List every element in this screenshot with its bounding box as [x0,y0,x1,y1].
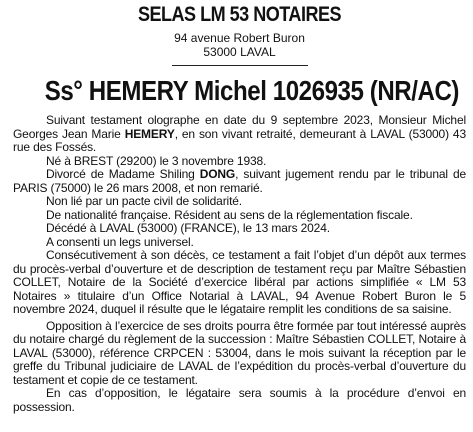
paragraph-birth: Né à BREST (29200) le 3 novembre 1938. [46,153,267,168]
divider [172,65,308,66]
text: , suivant jugement rendu par le tribunal de PARIS (75000) le 26 mars 2008, et non remarié. [13,167,466,195]
firm-address [13,31,466,59]
paragraph-opposition: Opposition à l’exercice de ses droits pourra être formée par tout intéressé auprès du notaire chargé du règlement de la succession : Maître Sébastien COLLET, Notaire à LAVAL (53000), référence CRPCEN : 53004, dans le mois suivant la réception par le greffe du Tribunal judiciaire de LAVAL de l’expédition du procès-verbal d’ouverture du testament et copie de ce testament. [13,318,466,387]
paragraph-testament [13,114,466,155]
paragraph-possession: En cas d’opposition, le légataire sera soumis à la procédure d’envoi en possession. [13,386,466,414]
notice-body [13,114,466,414]
legal-notice [0,3,473,432]
text: , en son vivant retraité, demeurant à LAVAL (53000) 43 rue des Fossés. [13,126,466,154]
notice-title: Ss° HEMERY Michel 1026935 (NR/AC) [44,75,460,106]
paragraph-deposit: Consécutivement à son décès, ce testament a fait l’objet d’un dépôt aux termes du procès-verbal d’ouverture et de description de testament reçu par Maître Sébastien COLLET, Notaire de la Société d’exercice libéral par actions simplifiée « LM 53 Notaires » titulaire d’un Office Notarial à LAVAL, 94 Avenue Robert Buron le 5 novembre 2024, duquel il résulte que le légataire remplit les conditions de sa saisine. [13,248,466,316]
text: Suivant testament olographe en date du 9 septembre 2023, Monsieur Michel Georges Jean Marie [13,113,466,141]
paragraph-nationality: De nationalité française. Résident au sens de la réglementation fiscale. [46,207,413,222]
address-city: 53000 LAVAL [203,45,276,59]
paragraph-legacy: A consenti un legs universel. [46,234,194,249]
ex-spouse-surname: DONG [199,167,236,181]
deceased-surname: HEMERY [124,126,175,141]
paragraph-divorce [13,168,466,195]
text: Divorcé de Madame Shiling [46,167,200,181]
paragraph-pacs: Non lié par un pacte civil de solidarité. [46,194,242,208]
firm-name: SELAS LM 53 NOTAIRES [137,3,342,26]
address-street: 94 avenue Robert Buron [174,31,305,45]
paragraph-death: Décédé à LAVAL (53000) (FRANCE), le 13 mars 2024. [46,221,330,235]
